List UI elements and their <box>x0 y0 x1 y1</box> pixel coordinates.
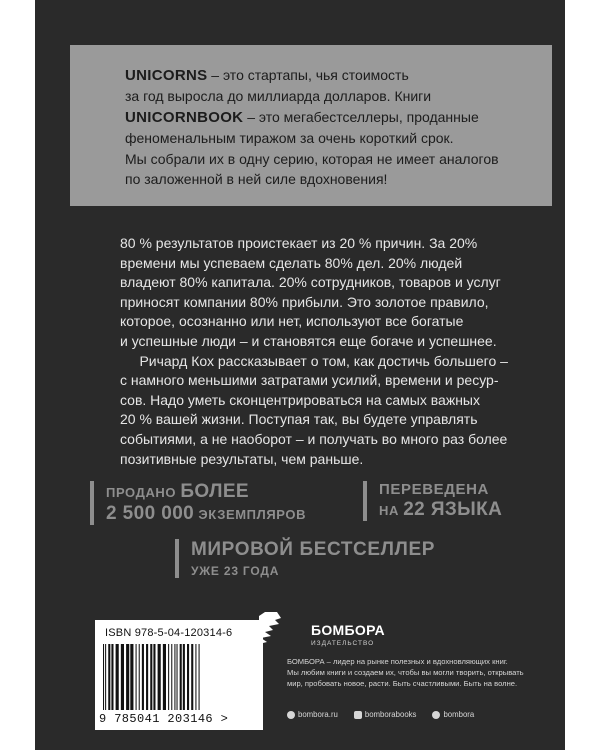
annotation-line: событиями, а не наоборот – и получать во много раз более <box>120 430 508 447</box>
book-annotation <box>120 234 530 469</box>
badge-big-text: БОЛЕЕ <box>180 481 249 502</box>
annotation-line: времени мы успеваем сделать 80% дел. 20% людей <box>120 254 463 271</box>
publisher-name: БОМБОРА <box>311 622 385 638</box>
intro-text: за год выросла до миллиарда долларов. Книги <box>125 88 432 105</box>
annotation-line: 20 % вашей жизни. Поступая так, вы будете управлять <box>120 411 478 428</box>
badge-line <box>106 481 306 503</box>
intro-line <box>125 149 565 169</box>
intro-text: Мы собрали их в одну серию, которая не имеет аналогов <box>125 150 499 167</box>
publisher-line: БОМБОРА – лидер на рынке полезных и вдохновляющих книг. <box>287 657 508 666</box>
badge-small-text: ПРОДАНО <box>106 485 181 500</box>
publisher-socials <box>287 710 474 719</box>
intro-line <box>125 128 565 148</box>
badge-line <box>379 481 502 499</box>
globe-icon <box>287 711 295 719</box>
series-description-box <box>70 45 552 206</box>
bombora-logo-icon <box>255 608 295 648</box>
barcode-digits: 9 785041 203146 > <box>99 712 229 726</box>
badge-big-text: 22 ЯЗЫКА <box>403 499 503 520</box>
keyword-unicornbook: UNICORNBOOK <box>125 108 244 126</box>
publisher-line: Мы любим книги и создаем их, чтобы вы могли творить, открывать <box>287 668 524 677</box>
bestseller-badge <box>175 539 435 578</box>
social-label: bombora <box>443 710 475 719</box>
social-label: bomborabooks <box>364 710 417 719</box>
annotation-line: владеют 80% капитала. 20% сотрудников, товаров и услуг <box>120 274 501 291</box>
translations-badge <box>363 481 502 521</box>
barcode-bars <box>101 644 257 710</box>
badge-small-text: НА <box>379 503 404 518</box>
intro-line <box>125 107 565 128</box>
badge-big-text: 2 500 000 <box>106 503 195 524</box>
telegram-icon <box>432 711 440 719</box>
series-description <box>125 65 565 189</box>
social-label: bombora.ru <box>298 710 338 719</box>
publisher-subtitle: ИЗДАТЕЛЬСТВО <box>311 640 375 647</box>
badge-small-text: ЭКЗЕМПЛЯРОВ <box>194 507 307 522</box>
annotation-line: 80 % результатов проистекает из 20 % причин. За 20% <box>120 235 478 251</box>
badge-line <box>106 503 306 525</box>
badge-small-text: УЖЕ 23 ГОДА <box>191 564 280 578</box>
badge-line <box>379 499 502 521</box>
intro-line <box>125 169 565 189</box>
intro-text: по заложенной в ней силе вдохновения! <box>125 171 388 188</box>
intro-text: феноменальным тиражом за очень короткий срок. <box>125 130 454 147</box>
book-back-cover <box>35 0 565 750</box>
isbn-number: ISBN 978-5-04-120314-6 <box>105 627 233 639</box>
isbn-barcode <box>95 620 263 730</box>
intro-line <box>125 65 565 86</box>
intro-line <box>125 86 565 106</box>
badge-small-text: ПЕРЕВЕДЕНА <box>379 481 489 498</box>
annotation-line: приносят компании 80% прибыли. Это золотое правило, <box>120 293 489 310</box>
annotation-line: с намного меньшими затратами усилий, времени и ресур- <box>120 372 499 389</box>
annotation-line: сов. Надо уметь сконцентрироваться на самых важных <box>120 391 480 408</box>
intro-text: – это стартапы, чья стоимость <box>207 67 409 83</box>
vk-icon <box>354 711 362 719</box>
social-telegram[interactable] <box>432 710 474 719</box>
annotation-line: которое, осознанно или нет, используют все богатые <box>120 313 464 330</box>
annotation-line: позитивные результаты, чем раньше. <box>120 450 364 467</box>
annotation-line: Ричард Кох рассказывает о том, как достичь большего – <box>120 352 508 369</box>
keyword-unicorns: UNICORNS <box>125 67 208 84</box>
sold-copies-badge <box>90 481 306 525</box>
social-site[interactable] <box>287 710 338 719</box>
intro-text: – это мегабестселлеры, проданные <box>243 108 479 125</box>
publisher-line: мир, пробовать новое, расти. Быть счастливыми. Быть на волне. <box>287 679 518 688</box>
social-vk[interactable] <box>354 710 417 719</box>
annotation-line: и успешные люди – и становятся еще богаче и успешнее. <box>120 332 497 349</box>
publisher-description <box>287 656 587 689</box>
badge-big-text: МИРОВОЙ БЕСТСЕЛЛЕР <box>191 539 436 560</box>
